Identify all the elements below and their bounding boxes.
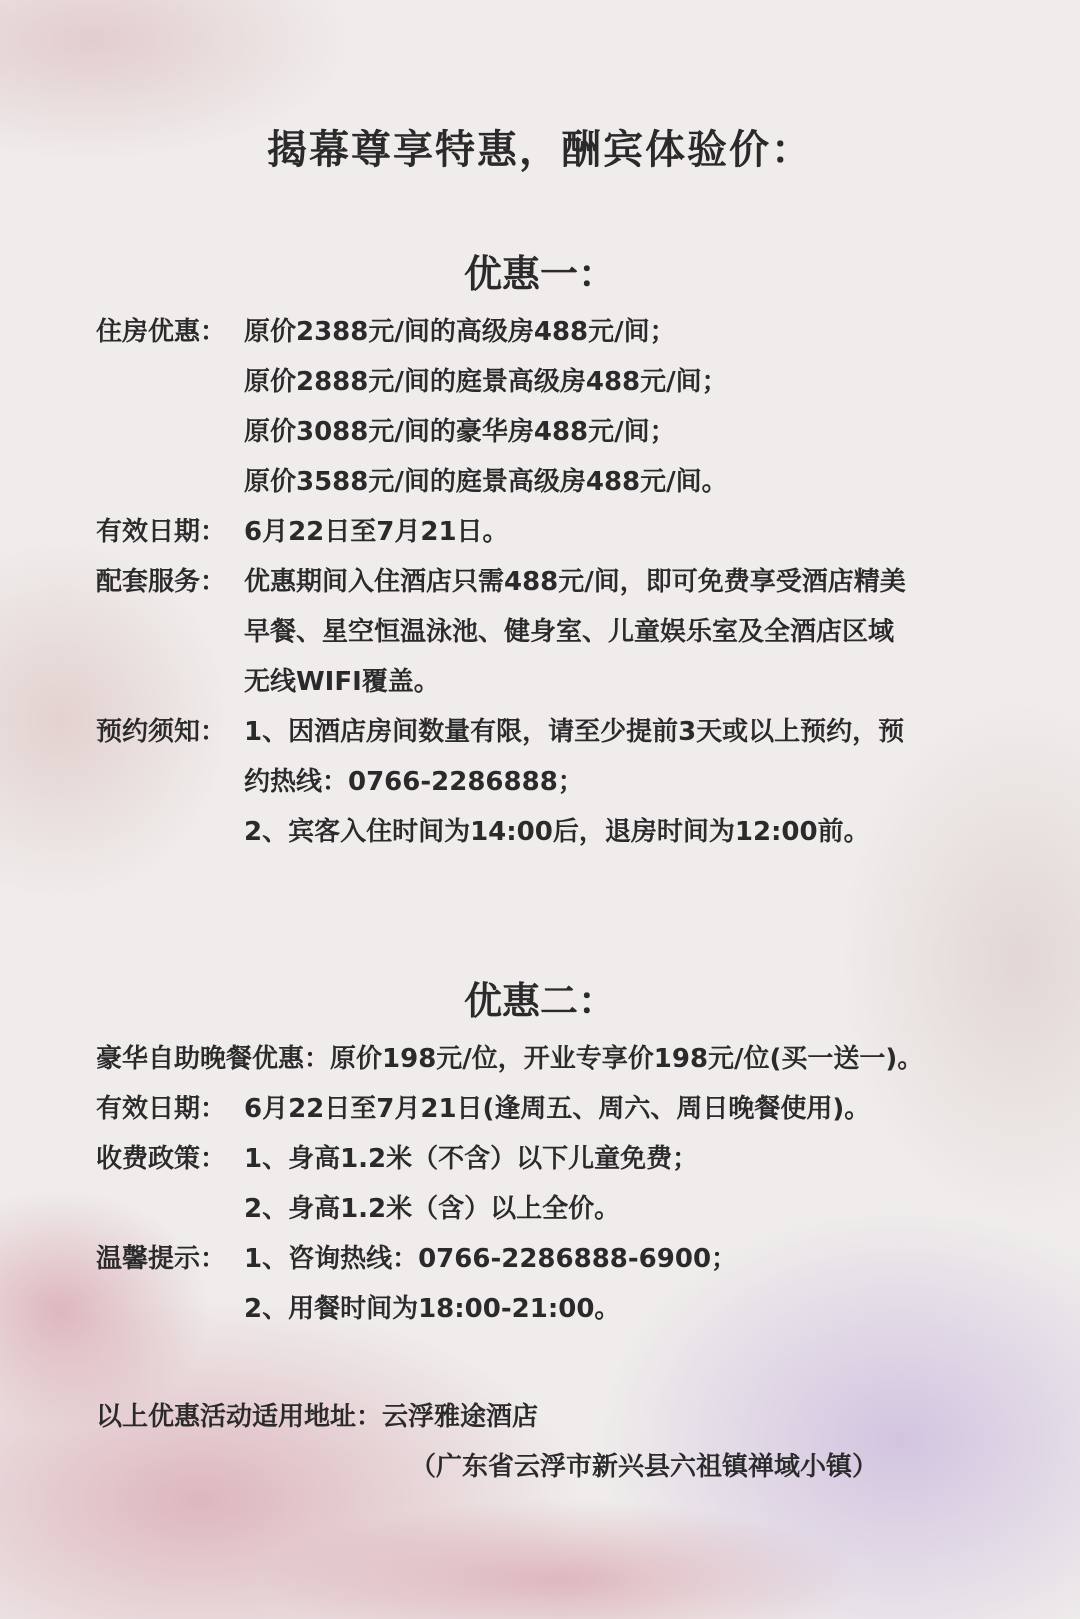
buffet-value: 原价198元/位，开业专享价198元/位(买一送一)。 — [330, 1044, 924, 1074]
housing-line: 原价2388元/间的高级房488元/间； — [244, 317, 676, 347]
offer1-booking — [96, 707, 904, 857]
booking-line: 1、因酒店房间数量有限，请至少提前3天或以上预约，预 — [244, 717, 905, 747]
booking-line: 约热线：0766-2286888； — [244, 767, 584, 797]
tips-label: 温馨提示： — [96, 1244, 227, 1274]
booking-label: 预约须知： — [96, 717, 227, 747]
offer1-title: 优惠一： — [463, 252, 616, 296]
offer1-validity — [96, 507, 509, 557]
offer2-tips — [96, 1234, 737, 1334]
offer2-validity — [96, 1084, 870, 1134]
services-label: 配套服务： — [96, 567, 227, 597]
fees-line: 2、身高1.2米（含）以上全价。 — [244, 1194, 621, 1224]
fees-label: 收费政策： — [96, 1144, 227, 1174]
buffet-label: 豪华自助晚餐优惠： — [96, 1044, 331, 1074]
offer1-housing — [96, 307, 728, 507]
booking-lines — [244, 707, 904, 857]
offer2-fees — [96, 1134, 698, 1234]
services-line: 早餐、星空恒温泳池、健身室、儿童娱乐室及全酒店区域 — [244, 617, 895, 647]
housing-line: 原价2888元/间的庭景高级房488元/间； — [244, 367, 728, 397]
housing-label: 住房优惠： — [96, 317, 227, 347]
address-label: 以上优惠活动适用地址： — [96, 1402, 383, 1432]
hotel-name: 云浮雅途酒店 — [382, 1402, 539, 1432]
services-line: 无线WIFI覆盖。 — [244, 667, 440, 697]
housing-line: 原价3588元/间的庭景高级房488元/间。 — [244, 467, 728, 497]
address-row — [96, 1392, 538, 1442]
offer2-buffet — [96, 1034, 923, 1084]
poster-headline: 揭幕尊享特惠，酬宾体验价： — [267, 127, 813, 173]
housing-line: 原价3088元/间的豪华房488元/间； — [244, 417, 676, 447]
tips-line: 2、用餐时间为18:00-21:00。 — [244, 1294, 621, 1324]
offer1-services — [96, 557, 906, 707]
services-lines — [244, 557, 906, 707]
address-detail: （广东省云浮市新兴县六祖镇禅域小镇） — [410, 1452, 879, 1482]
offer2-title: 优惠二： — [463, 979, 616, 1023]
tips-lines — [244, 1234, 737, 1334]
fees-lines — [244, 1134, 698, 1234]
validity-value: 6月22日至7月21日。 — [244, 517, 509, 547]
fees-line: 1、身高1.2米（不含）以下儿童免费； — [244, 1144, 699, 1174]
validity-label: 有效日期： — [96, 517, 227, 547]
booking-line: 2、宾客入住时间为14:00后，退房时间为12:00前。 — [244, 817, 870, 847]
validity-value: 6月22日至7月21日(逢周五、周六、周日晚餐使用)。 — [244, 1094, 871, 1124]
validity-label: 有效日期： — [96, 1094, 227, 1124]
tips-line: 1、咨询热线：0766-2286888-6900； — [244, 1244, 738, 1274]
services-line: 优惠期间入住酒店只需488元/间，即可免费享受酒店精美 — [244, 567, 906, 597]
housing-lines — [244, 307, 728, 507]
